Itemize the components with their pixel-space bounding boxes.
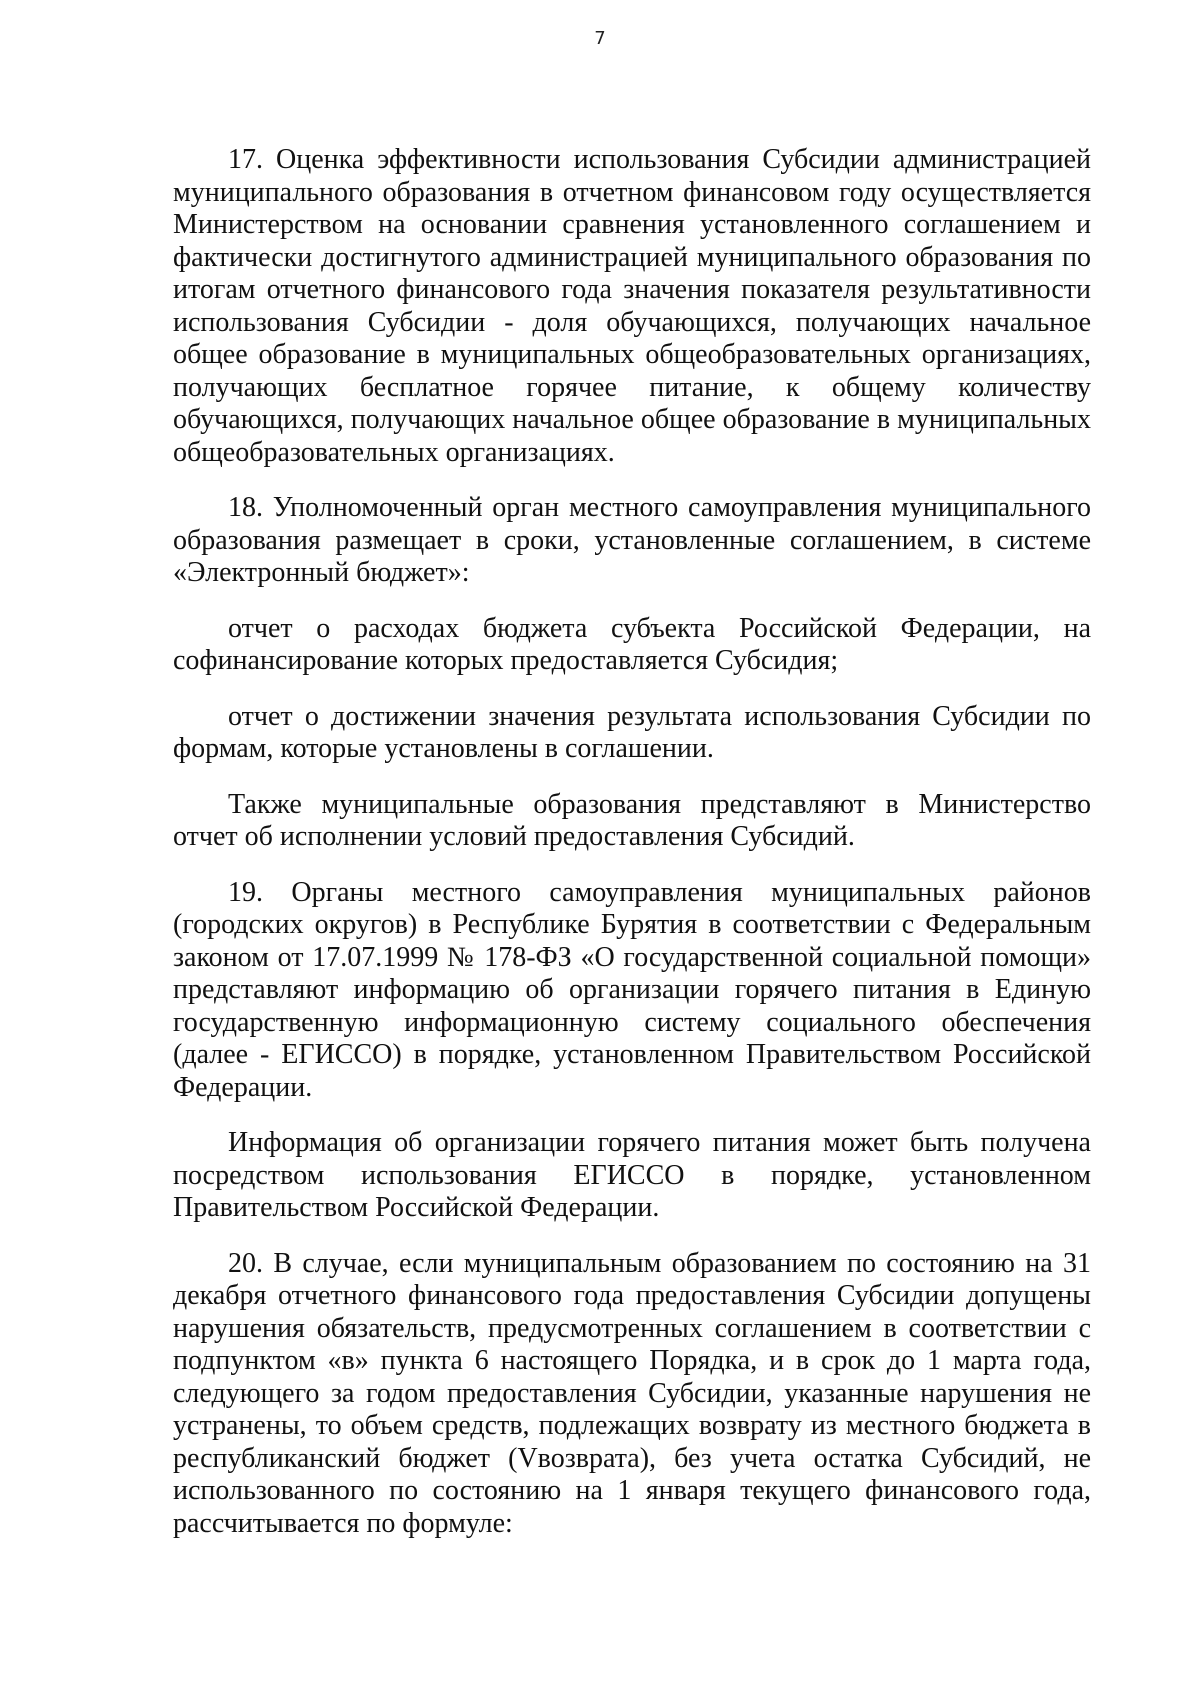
document-body [173, 144, 1091, 1563]
paragraph-18: 18. Уполномоченный орган местного самоуправления муниципального образования размещает в сроки, установленные соглашением, в системе «Электронный бюджет»: [173, 492, 1091, 588]
paragraph-17: 17. Оценка эффективности использования Субсидии администрацией муниципального образования в отчетном финансовом году осуществляется Министерством на основании сравнения установленного соглашением и фактически достигнутого администрацией муниципального образования по итогам отчетного финансового года значения показателя результативности использования Субсидии - доля обучающихся, получающих начальное общее образование в муниципальных общеобразовательных организациях, получающих бесплатное горячее питание, к общему количеству обучающихся, получающих начальное общее образование в муниципальных общеобразовательных организациях. [173, 144, 1091, 468]
paragraph-19-egisso-info: Информация об организации горячего питания может быть получена посредством использования ЕГИССО в порядке, установленном Правительством Российской Федерации. [173, 1127, 1091, 1223]
paragraph-18-conditions-report: Также муниципальные образования представляют в Министерство отчет об исполнении условий предоставления Субсидий. [173, 788, 1091, 852]
paragraph-18-report-results: отчет о достижении значения результата использования Субсидии по формам, которые установлены в соглашении. [173, 700, 1091, 764]
page-number: 7 [594, 28, 606, 49]
paragraph-19: 19. Органы местного самоуправления муниципальных районов (городских округов) в Республике Бурятия в соответствии с Федеральным законом от 17.07.1999 № 178-ФЗ «О государственной социальной помощи» представляют информацию об организации горячего питания в Единую государственную информационную систему социального обеспечения (далее - ЕГИССО) в порядке, установленном Правительством Российской Федерации. [173, 876, 1091, 1103]
paragraph-20: 20. В случае, если муниципальным образованием по состоянию на 31 декабря отчетного финансового года предоставления Субсидии допущены нарушения обязательств, предусмотренных соглашением в соответствии с подпунктом «в» пункта 6 настоящего Порядка, и в срок до 1 марта года, следующего за годом предоставления Субсидии, указанные нарушения не устранены, то объем средств, подлежащих возврату из местного бюджета в республиканский бюджет (Vвозврата), без учета остатка Субсидий, не использованного по состоянию на 1 января текущего финансового года, рассчитывается по формуле: [173, 1247, 1091, 1539]
paragraph-18-report-expenses: отчет о расходах бюджета субъекта Российской Федерации, на софинансирование которых предоставляется Субсидия; [173, 612, 1091, 676]
